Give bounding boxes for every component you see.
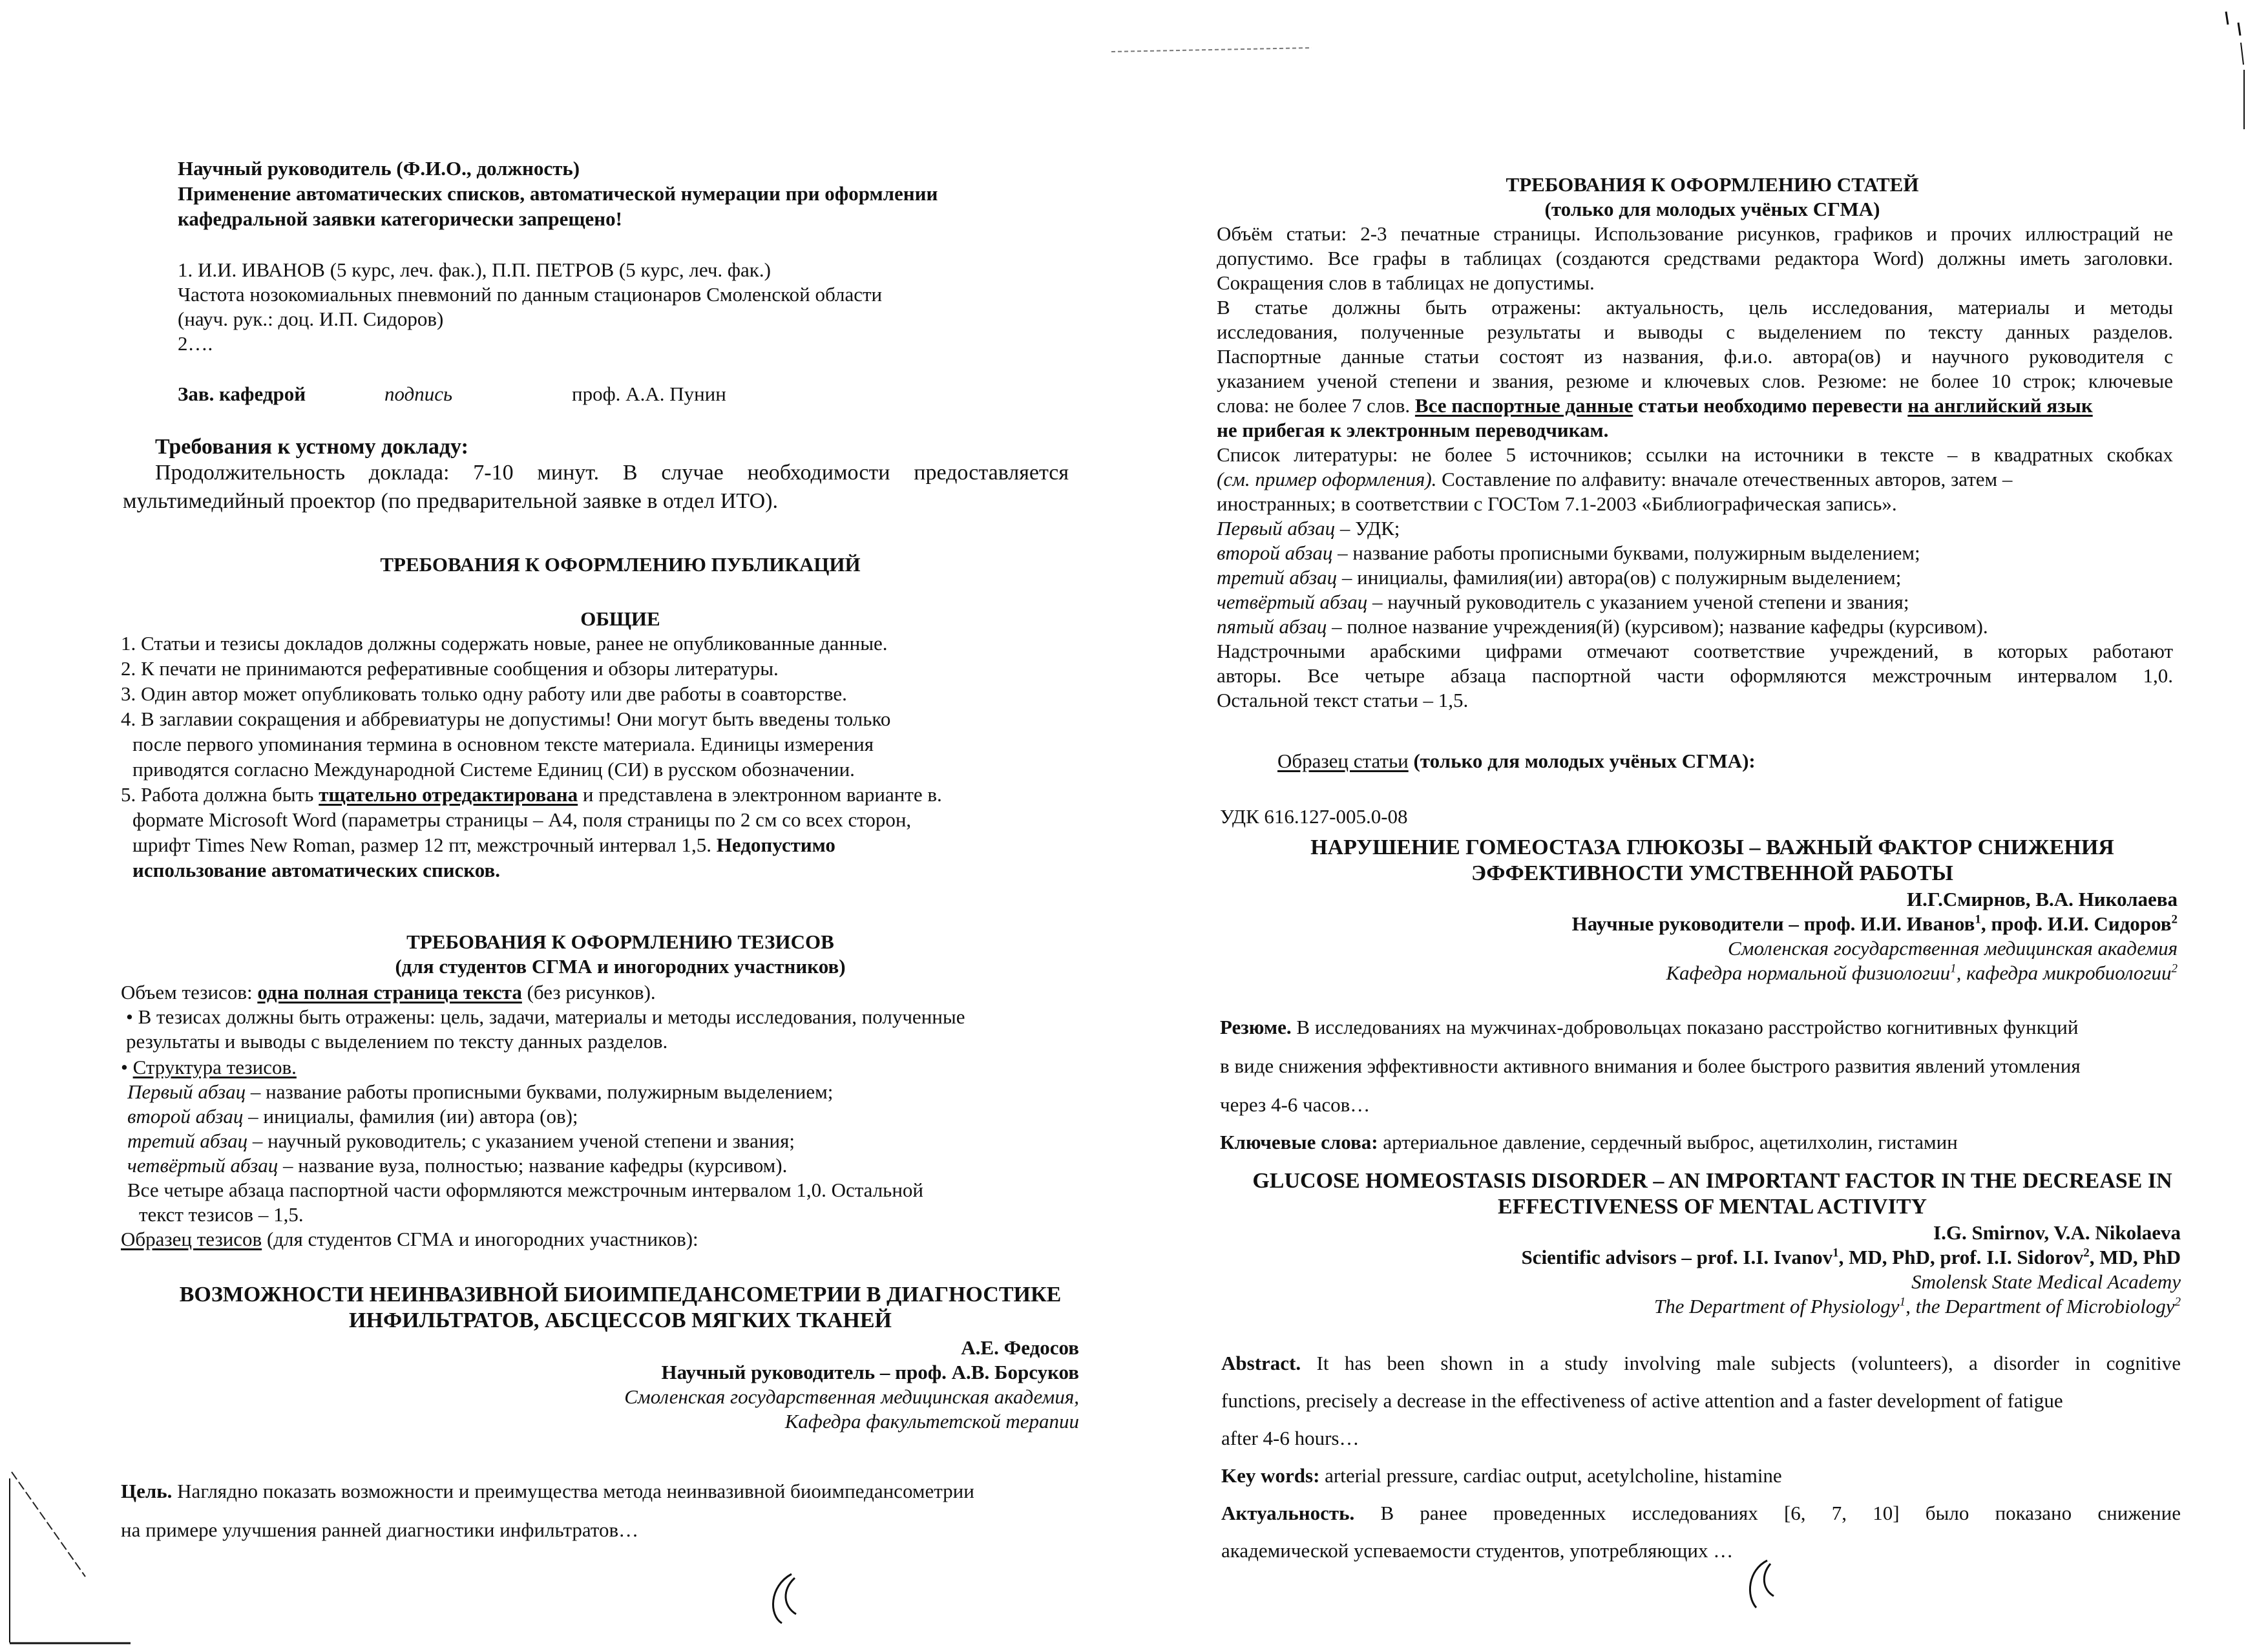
paragraph-text: – название вуза, полностью; название кафедры (курсивом). xyxy=(278,1154,788,1177)
handwritten-mark-icon xyxy=(773,1574,796,1623)
theses-sample-heading xyxy=(121,1228,698,1251)
department-2: , кафедра микробиологии xyxy=(1956,961,2172,984)
theses-structure-label: Структура тезисов. xyxy=(132,1056,297,1078)
warning-line-2: кафедральной заявки категорически запрещено! xyxy=(178,207,622,230)
summary-line-3: через 4-6 часов… xyxy=(1220,1093,1370,1116)
supervisor-2: , проф. И.И. Сидоров xyxy=(1980,912,2172,935)
theses-volume-prefix: Объем тезисов: xyxy=(121,981,258,1003)
entry-1-authors: 1. И.И. ИВАНОВ (5 курс, леч. фак.), П.П. ПЕТРОВ (5 курс, леч. фак.) xyxy=(178,258,771,281)
scan-noise-line xyxy=(1111,48,1312,52)
superscript: 2 xyxy=(2174,1295,2181,1309)
theses-structure xyxy=(121,1056,297,1079)
articles-sample-label: Образец статьи xyxy=(1277,750,1409,772)
keywords-label: Key words: xyxy=(1221,1464,1320,1487)
articles-refs-line-3: иностранных; в соответствии с ГОСТом 7.1-2003 «Библиографическая запись». xyxy=(1217,492,1897,515)
superscript: 2 xyxy=(2171,912,2178,927)
entry-1-title: Частота нозокомиальных пневмоний по данным стационаров Смоленской области xyxy=(178,283,883,306)
thesis-sample-title-line-1: ВОЗМОЖНОСТИ НЕИНВАЗИВНОЙ БИОИМПЕДАНСОМЕТРИИ В ДИАГНОСТИКЕ xyxy=(179,1283,1062,1307)
articles-line-2: допустимо. Все графы в таблицах (создаются средствами редактора Word) должны иметь заголовки. xyxy=(1217,247,2173,269)
theses-title: ТРЕБОВАНИЯ К ОФОРМЛЕНИЮ ТЕЗИСОВ xyxy=(406,930,834,953)
publication-rule-4-line-2: после первого упоминания термина в основном тексте материала. Единицы измерения xyxy=(132,733,874,755)
publication-rule-3: 3. Один автор может опубликовать только одну работу или две работы в соавторстве. xyxy=(121,682,847,705)
entry-1-supervisor: (науч. рук.: доц. И.П. Сидоров) xyxy=(178,308,444,330)
publications-subtitle: ОБЩИЕ xyxy=(580,607,660,630)
superscript: 1 xyxy=(1950,961,1957,976)
relevance-label: Актуальность. xyxy=(1221,1502,1355,1524)
paragraph-text: – инициалы, фамилия (ии) автора (ов); xyxy=(243,1105,578,1128)
department-1: The Department of Physiology xyxy=(1654,1295,1900,1318)
refs-example-note: (см. пример оформления). xyxy=(1217,468,1437,490)
goal-label: Цель. xyxy=(121,1480,173,1502)
paragraph-label: третий абзац xyxy=(1217,566,1338,589)
articles-refs-line-1: Список литературы: не более 5 источников; ссылки на источники в тексте – в квадратных скобках xyxy=(1217,443,2173,466)
articles-tail-line-1: Надстрочными арабскими цифрами отмечают соответствие учреждений, в которых работают xyxy=(1217,640,2173,662)
paragraph-text: – научный руководитель; с указанием ученой степени и звания; xyxy=(247,1129,795,1152)
scan-edge-mark xyxy=(2238,23,2240,36)
publication-rule-2: 2. К печати не принимаются реферативные сообщения и обзоры литературы. xyxy=(121,657,779,680)
superscript: 2 xyxy=(2083,1246,2090,1260)
articles-line-7: указанием ученой степени и звания, резюме и ключевых слов. Резюме: не более 10 строк; ключевые xyxy=(1217,370,2173,392)
paragraph-text: – полное название учреждения(й) (курсивом); название кафедры (курсивом). xyxy=(1327,615,1988,638)
publications-title: ТРЕБОВАНИЯ К ОФОРМЛЕНИЮ ПУБЛИКАЦИЙ xyxy=(380,553,861,576)
articles-line-1: Объём статьи: 2-3 печатные страницы. Использование рисунков, графиков и прочих иллюстраций не xyxy=(1217,222,2173,245)
thesis-sample-supervisor: Научный руководитель – проф. А.В. Борсуков xyxy=(661,1361,1079,1383)
head-of-department-name: проф. А.А. Пунин xyxy=(572,383,726,405)
theses-volume-suffix: (без рисунков). xyxy=(521,981,656,1003)
english-title-line-1: GLUCOSE HOMEOSTASIS DISORDER – AN IMPORTANT FACTOR IN THE DECREASE IN xyxy=(1252,1169,2172,1193)
oral-report-line-1: Продолжительность доклада: 7-10 минут. В случае необходимости предоставляется xyxy=(155,461,1069,485)
theses-subtitle: (для студентов СГМА и иногородних участников) xyxy=(395,955,846,978)
oral-report-line-2: мультимедийный проектор (по предварительной заявке в отдел ИТО). xyxy=(123,489,778,513)
translate-prefix: слова: не более 7 слов. xyxy=(1217,394,1415,417)
theses-paragraph-1 xyxy=(127,1080,833,1104)
bullet: • xyxy=(121,1056,133,1078)
advisor-1: Scientific advisors – prof. I.I. Ivanov xyxy=(1521,1246,1833,1268)
theses-content-line-2: результаты и выводы с выделением по тексту данных разделов. xyxy=(126,1030,668,1053)
superscript: 1 xyxy=(1899,1295,1906,1309)
udc-code: УДК 616.127-005.0-08 xyxy=(1220,805,1408,828)
abstract-line-2: functions, precisely a decrease in the effectiveness of active attention and a faster development of fatigue xyxy=(1221,1389,2063,1412)
abstract-line-3: after 4-6 hours… xyxy=(1221,1427,1360,1449)
department-1: Кафедра нормальной физиологии xyxy=(1666,961,1951,984)
paragraph-text: – инициалы, фамилия(ии) автора(ов) с полужирным выделением; xyxy=(1337,566,1902,589)
goal-text: Наглядно показать возможности и преимущества метода неинвазивной биоимпедансометрии xyxy=(172,1480,974,1502)
keywords-text: arterial pressure, cardiac output, acetylcholine, histamine xyxy=(1319,1464,1782,1487)
paragraph-text: – название работы прописными буквами, полужирным выделением; xyxy=(1332,541,1920,564)
handwritten-mark-icon xyxy=(1750,1560,1774,1608)
thesis-sample-department: Кафедра факультетской терапии xyxy=(784,1410,1079,1433)
theses-volume-emphasis: одна полная страница текста xyxy=(257,981,522,1003)
articles-line-6: Паспортные данные статьи состоят из названия, ф.и.о. автора(ов) и научного руководителя с xyxy=(1217,345,2173,368)
theses-spacing-line-1: Все четыре абзаца паспортной части оформляются межстрочным интервалом 1,0. Остальной xyxy=(127,1179,923,1201)
publication-rule-4-line-3: приводятся согласно Международной Системе Единиц (СИ) в русском обозначении. xyxy=(132,758,855,781)
summary-line-2: в виде снижения эффективности активного внимания и более быстрого развития явлений утомления xyxy=(1220,1055,2081,1077)
english-institution: Smolensk State Medical Academy xyxy=(1911,1270,2181,1293)
publication-rule-5-line-4: использование автоматических списков. xyxy=(132,859,500,881)
head-of-department-label: Зав. кафедрой xyxy=(178,383,306,405)
advisor-2-degree: , MD, PhD xyxy=(2089,1246,2181,1268)
rule-5-emphasis: тщательно отредактирована xyxy=(319,783,578,806)
thesis-sample-title-line-2: ИНФИЛЬТРАТОВ, АБСЦЕССОВ МЯГКИХ ТКАНЕЙ xyxy=(349,1308,892,1332)
superscript: 1 xyxy=(1832,1246,1839,1260)
articles-tail-line-2: авторы. Все четыре абзаца паспортной части оформляются межстрочным интервалом 1,0. xyxy=(1217,664,2173,687)
thesis-sample-author: А.Е. Федосов xyxy=(961,1336,1079,1359)
thesis-sample-goal-line-2: на примере улучшения ранней диагностики инфильтратов… xyxy=(121,1518,639,1541)
translate-middle: статьи необходимо перевести xyxy=(1633,394,1908,417)
warning-line-1: Применение автоматических списков, автоматической нумерации при оформлении xyxy=(178,182,938,205)
refs-alphabet-rule: Составление по алфавиту: вначале отечественных авторов, затем – xyxy=(1436,468,2013,490)
paragraph-text: – УДК; xyxy=(1335,517,1400,540)
article-institution: Смоленская государственная медицинская академия xyxy=(1728,937,2178,960)
supervisor-1: Научные руководители – проф. И.И. Иванов xyxy=(1571,912,1975,935)
articles-line-3: Сокращения слов в таблицах не допустимы. xyxy=(1217,271,1595,294)
keywords-text: артериальное давление, сердечный выброс, ацетилхолин, гистамин xyxy=(1378,1131,1958,1153)
publication-rule-4-line-1: 4. В заглавии сокращения и аббревиатуры не допустимы! Они могут быть введены только xyxy=(121,708,891,730)
paragraph-text: – научный руководитель с указанием ученой степени и звания; xyxy=(1367,591,1909,613)
abstract-text: It has been shown in a study involving male subjects (volunteers), a disorder in cognitive xyxy=(1301,1352,2181,1374)
articles-translate-line-2: не прибегая к электронным переводчикам. xyxy=(1217,419,1609,441)
supervisor-label: Научный руководитель (Ф.И.О., должность) xyxy=(178,157,580,180)
articles-sample-suffix: (только для молодых учёных СГМА): xyxy=(1408,750,1756,772)
publication-rule-5-line-1 xyxy=(121,783,942,806)
publication-rule-5-line-2: формате Microsoft Word (параметры страницы – А4, поля страницы по 2 см со всех сторон, xyxy=(132,808,912,831)
theses-paragraph-2 xyxy=(127,1105,578,1128)
paragraph-label: Первый абзац xyxy=(127,1080,246,1103)
articles-line-5: исследования, полученные результаты и выводы с выделением по тексту данных разделов. xyxy=(1217,320,2173,343)
theses-sample-label: Образец тезисов xyxy=(121,1228,262,1250)
article-title-line-1: НАРУШЕНИЕ ГОМЕОСТАЗА ГЛЮКОЗЫ – ВАЖНЫЙ ФАКТОР СНИЖЕНИЯ xyxy=(1310,835,2114,859)
rule-5-warning: Недопустимо xyxy=(716,834,835,856)
paragraph-label: второй абзац xyxy=(1217,541,1333,564)
entry-2: 2…. xyxy=(178,332,213,355)
articles-title: ТРЕБОВАНИЯ К ОФОРМЛЕНИЮ СТАТЕЙ xyxy=(1506,173,1919,196)
publication-rule-5-line-3 xyxy=(132,834,835,857)
advisor-2: , MD, PhD, prof. I.I. Sidorov xyxy=(1838,1246,2084,1268)
abstract-label: Abstract. xyxy=(1221,1352,1301,1374)
translate-emphasis-1: Все паспортные данные xyxy=(1414,394,1633,417)
theses-paragraph-4 xyxy=(127,1154,787,1177)
articles-subtitle: (только для молодых учёных СГМА) xyxy=(1544,198,1880,220)
article-title-line-2: ЭФФЕКТИВНОСТИ УМСТВЕННОЙ РАБОТЫ xyxy=(1471,861,1953,885)
rule-5-prefix: 5. Работа должна быть xyxy=(121,783,319,806)
oral-report-title: Требования к устному докладу: xyxy=(155,435,468,459)
paragraph-label: Первый абзац xyxy=(1217,517,1336,540)
theses-sample-suffix: (для студентов СГМА и иногородних участников): xyxy=(262,1228,698,1250)
translate-emphasis-2: на английский язык xyxy=(1907,394,2093,417)
scan-artifacts-left xyxy=(0,1454,905,1649)
articles-line-4: В статье должны быть отражены: актуальность, цель исследования, материалы и методы xyxy=(1217,296,2173,319)
article-authors: И.Г.Смирнов, В.А. Николаева xyxy=(1907,888,2178,910)
publication-rule-1: 1. Статьи и тезисы докладов должны содержать новые, ранее не опубликованные данные. xyxy=(121,632,888,655)
paragraph-label: четвёртый абзац xyxy=(127,1154,278,1177)
english-authors: I.G. Smirnov, V.A. Nikolaeva xyxy=(1933,1221,2181,1244)
rule-5-format: шрифт Times New Roman, размер 12 пт, межстрочный интервал 1,5. xyxy=(132,834,717,856)
theses-content-line-1: • В тезисах должны быть отражены: цель, задачи, материалы и методы исследования, полученные xyxy=(126,1005,965,1028)
theses-paragraph-3 xyxy=(127,1129,795,1153)
thesis-sample-institution: Смоленская государственная медицинская академия, xyxy=(624,1385,1079,1408)
paragraph-label: четвёртый абзац xyxy=(1217,591,1368,613)
relevance-text: В ранее проведенных исследованиях [6, 7, 10] было показано снижение xyxy=(1354,1502,2181,1524)
relevance-line-2: академической успеваемости студентов, употребляющих … xyxy=(1221,1539,1734,1562)
summary-text: В исследованиях на мужчинах-добровольцах показано расстройство когнитивных функций xyxy=(1291,1016,2079,1038)
articles-tail-line-3: Остальной текст статьи – 1,5. xyxy=(1217,689,1469,711)
superscript: 1 xyxy=(1975,912,1981,927)
theses-spacing-line-2: текст тезисов – 1,5. xyxy=(139,1203,304,1226)
scan-fold-line xyxy=(12,1472,85,1577)
scan-edge-mark xyxy=(2241,43,2243,65)
paragraph-text: – название работы прописными буквами, полужирным выделением; xyxy=(246,1080,834,1103)
scan-edge-mark xyxy=(2226,12,2228,25)
paragraph-label: пятый абзац xyxy=(1217,615,1327,638)
department-2: , the Department of Microbiology xyxy=(1906,1295,2175,1318)
theses-volume xyxy=(121,981,656,1004)
keywords-label: Ключевые слова: xyxy=(1220,1131,1378,1153)
paragraph-label: третий абзац xyxy=(127,1129,248,1152)
summary-label: Резюме. xyxy=(1220,1016,1292,1038)
superscript: 2 xyxy=(2171,961,2178,976)
scan-artifacts-right xyxy=(1098,0,2268,1649)
signature-label: подпись xyxy=(384,383,453,405)
paragraph-label: второй абзац xyxy=(127,1105,244,1128)
english-title-line-2: EFFECTIVENESS OF MENTAL ACTIVITY xyxy=(1497,1195,1927,1219)
rule-5-suffix: и представлена в электронном варианте в. xyxy=(578,783,942,806)
